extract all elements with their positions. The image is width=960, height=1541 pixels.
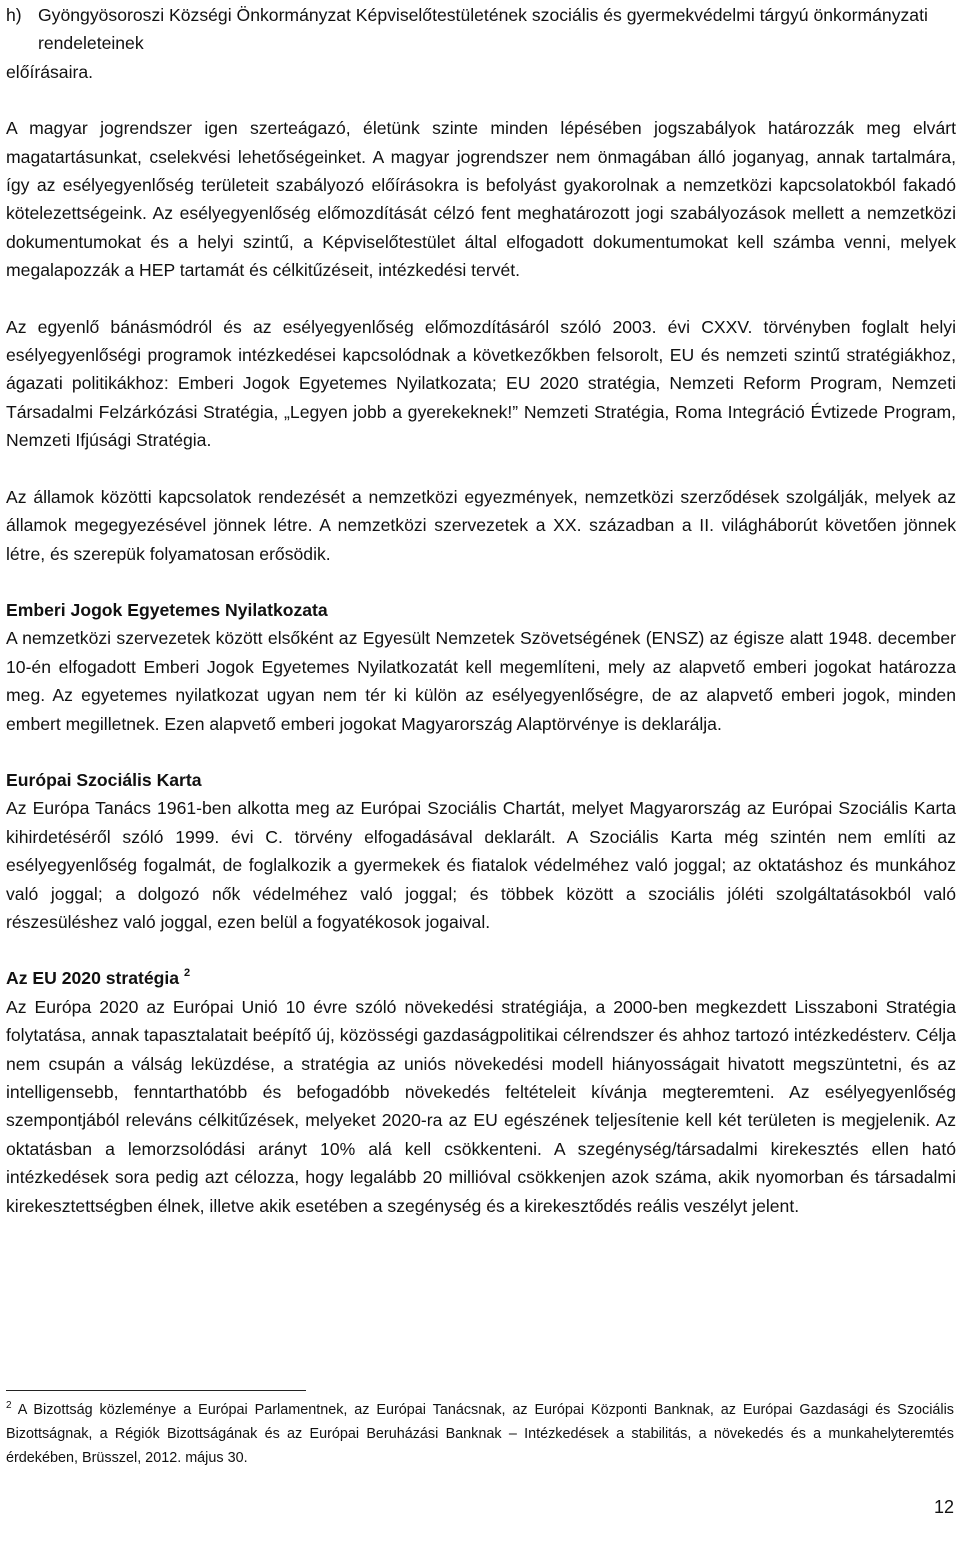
section-body-eu-2020: Az Európa 2020 az Európai Unió 10 évre szóló növekedési stratégiája, a 2000-ben megkezdett Lisszaboni Stratégia folytatása, annak tapasztalatait beépítő új, közösségi gazdaságpolitikai célrendszer és ahhoz tartozó intézkedésterv. Célja nem csupán a válság leküzdése, a stratégia az uniós növekedési modell hiányosságait hivatott megszüntetni, és az intelligensebb, fenntarthatóbb és befogadóbb növekedés feltételeit kívánja megteremteni. Az esélyegyenlőség szempontjából releváns célkitűzések, melyeket 2020-ra az EU egészének teljesítenie kell két területen is megjelenik. Az oktatásban a lemorzsolódási arányt 10% alá kell csökkenteni. A szegénység/társadalmi kirekesztés ellen ható intézkedések sora pedig azt célozza, hogy legalább 20 millióval csökkenjen azok száma, akik nyomorban és társadalmi kirekesztettségben élnek, illetve akik esetében a szegénység és a kirekesztődés reális veszélyt jelent. [6,996,956,1216]
footnote-text: A Bizottság közleménye a Európai Parlamentnek, az Európai Tanácsnak, az Európai Központi Banknak, az Európai Gazdasági és Szociális Bizottságnak, a Régiók Bizottságának és az Európai Beruházási Banknak – Intézkedések a stabilitás, a növekedés és a munkahelyteremtés érdekében, Brüsszel, 2012. május 30. [6,1402,954,1466]
list-item [6,0,956,86]
paragraph-international-relations: Az államok közötti kapcsolatok rendezését a nemzetközi egyezmények, nemzetközi szerződések szolgálják, melyek az államok megegyezésével jönnek létre. A nemzetközi szervezetek a XX. században a II. világháborút követően jönnek létre, és szerepük folyamatosan erősödik. [6,486,956,564]
paragraph-equal-treatment-act: Az egyenlő bánásmódról és az esélyegyenlőség előmozdításáról szóló 2003. évi CXXV. törvényben foglalt helyi esélyegyenlőségi programok intézkedései kapcsolódnak a következőkben felsorolt, EU és nemzeti szintű stratégiákhoz, ágazati politikákhoz: Emberi Jogok Egyetemes Nyilatkozata; EU 2020 stratégia, Nemzeti Reform Program, Nemzeti Társadalmi Felzárkózási Stratégia, „Legyen jobb a gyerekeknek!” Nemzeti Stratégia, Roma Integráció Évtizede Program, Nemzeti Ifjúsági Stratégia. [6,316,956,451]
section-heading-human-rights: Emberi Jogok Egyetemes Nyilatkozata [6,599,328,620]
paragraph-legal-system: A magyar jogrendszer igen szerteágazó, életünk szinte minden lépésében jogszabályok határozzák meg elvárt magatartásunkat, cselekvési lehetőségeinket. A magyar jogrendszer nem önmagában álló joganyag, annak tartalmára, így az esélyegyenlőség területeit szabályozó előírásokra is befolyást gyakorolnak a nemzetközi kapcsolatokból fakadó kötelezettségeink. Az esélyegyenlőség előmozdítását célzó fent meghatározott jogi szabályozások mellett a nemzetközi dokumentumokat és a helyi szintű, a Képviselőtestület által elfogadott dokumentumokat kell számba venni, melyek megalapozzák a HEP tartamát és célkitűzéseit, intézkedési tervét. [6,118,956,281]
section-heading-social-charter: Európai Szociális Karta [6,769,202,790]
list-item-text: Gyöngyösoroszi Községi Önkormányzat Képviselőtestületének szociális és gyermekvédelmi tárgyú önkormányzati rendeleteinek [38,5,928,54]
section-body-social-charter: Az Európa Tanács 1961-ben alkotta meg az Európai Szociális Chartát, melyet Magyarország az Európai Szociális Karta kihirdetéséről szóló 1999. évi C. törvény elfogadásával deklarált. A Szociális Karta még szintén nem említi az esélyegyenlőség fogalmát, de foglalkozik a gyermekek és fiatalok védelméhez való joggal; az oktatáshoz és munkához való joggal; a dolgozó nők védelméhez való joggal; és többek között a szociális jóléti szolgáltatásokból való részesüléshez való joggal, ezen belül a fogyatékosok jogaival. [6,798,956,932]
section-heading-eu-2020 [6,964,956,992]
footnote-marker: 2 [6,1400,12,1411]
list-marker: h) [6,5,22,25]
footnote-divider [6,1390,306,1391]
footnote [6,1398,954,1470]
document-page [6,0,956,1220]
section-body-human-rights: A nemzetközi szervezetek között elsőként az Egyesült Nemzetek Szövetségének (ENSZ) az égisze alatt 1948. december 10-én elfogadott Emberi Jogok Egyetemes Nyilatkozatát kell megemlíteni, mely az alapvető emberi jogokat határozza meg. Az egyetemes nyilatkozat ugyan nem tér ki külön az esélyegyenlőségre, de az alapvető emberi jogok, minden embert megilletnek. Ezen alapvető emberi jogokat Magyarország Alaptörvénye is deklarálja. [6,628,956,734]
footnote-reference[interactable]: 2 [183,967,191,980]
list-item-text-continued: előírásaira. [6,61,94,82]
section-heading-eu-2020-text: Az EU 2020 stratégia [6,968,180,989]
page-number: 12 [933,1497,954,1517]
